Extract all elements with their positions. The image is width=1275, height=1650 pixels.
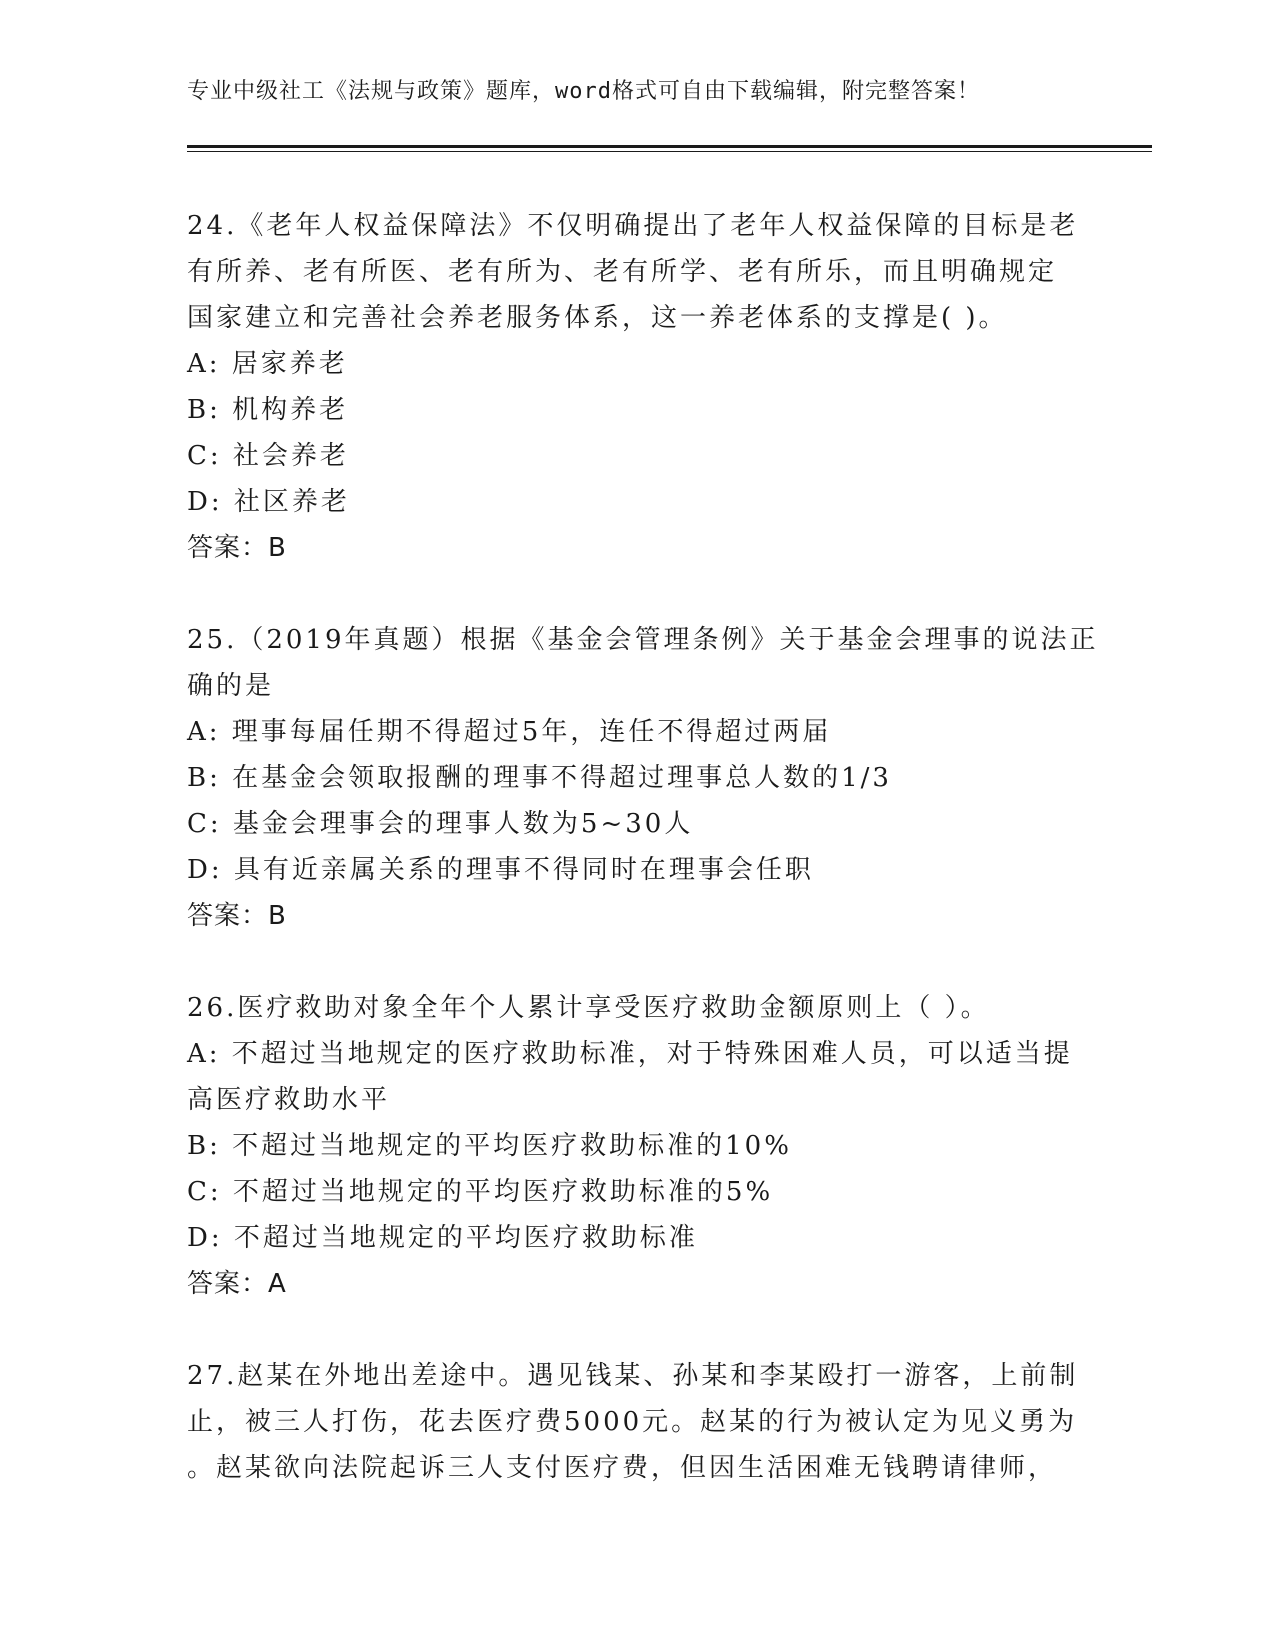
- answer-label: 答案：B: [187, 533, 287, 563]
- question-stem-line: 25.（2019年真题）根据《基金会管理条例》关于基金会理事的说法正: [187, 625, 1099, 655]
- question-25: [187, 617, 1099, 939]
- option-b: B: 在基金会领取报酬的理事不得超过理事总人数的1/3: [187, 763, 892, 793]
- option-d: D: 具有近亲属关系的理事不得同时在理事会任职: [187, 855, 814, 885]
- answer-label: 答案：A: [187, 1269, 287, 1299]
- option-b: B: 不超过当地规定的平均医疗救助标准的10%: [187, 1131, 792, 1161]
- option-c: C: 不超过当地规定的平均医疗救助标准的5%: [187, 1177, 774, 1207]
- question-list: [187, 203, 1099, 1537]
- question-26: [187, 985, 1077, 1307]
- page-header: 专业中级社工《法规与政策》题库，word格式可自由下载编辑，附完整答案！: [187, 79, 980, 104]
- question-stem-line: 国家建立和完善社会养老服务体系，这一养老体系的支撑是( )。: [187, 303, 1008, 333]
- option-d: D: 不超过当地规定的平均医疗救助标准: [187, 1223, 698, 1253]
- question-stem-line: 。赵某欲向法院起诉三人支付医疗费，但因生活困难无钱聘请律师，: [187, 1453, 1058, 1483]
- question-stem-line: 26.医疗救助对象全年个人累计享受医疗救助金额原则上（ ）。: [187, 993, 990, 1023]
- question-stem-line: 止，被三人打伤，花去医疗费5000元。赵某的行为被认定为见义勇为: [187, 1407, 1078, 1437]
- option-c: C: 社会养老: [187, 441, 349, 471]
- question-stem-line: 24.《老年人权益保障法》不仅明确提出了老年人权益保障的目标是老: [187, 211, 1079, 241]
- header-rule-thick: [187, 145, 1152, 148]
- question-stem-line: 有所养、老有所医、老有所为、老有所学、老有所乐，而且明确规定: [187, 257, 1058, 287]
- answer-label: 答案：B: [187, 901, 287, 931]
- option-b: B: 机构养老: [187, 395, 349, 425]
- option-d: D: 社区养老: [187, 487, 350, 517]
- header-rule-thin: [187, 151, 1152, 152]
- question-stem-line: 27.赵某在外地出差途中。遇见钱某、孙某和李某殴打一游客，上前制: [187, 1361, 1079, 1391]
- option-a: A: 居家养老: [187, 349, 348, 379]
- option-a: A: 不超过当地规定的医疗救助标准，对于特殊困难人员，可以适当提: [187, 1039, 1073, 1069]
- option-a: A: 理事每届任期不得超过5年，连任不得超过两届: [187, 717, 832, 747]
- option-c: C: 基金会理事会的理事人数为5~30人: [187, 809, 694, 839]
- question-stem-line: 确的是: [187, 671, 275, 701]
- question-24: [187, 203, 1077, 571]
- option-a-continued: 高医疗救助水平: [187, 1085, 391, 1115]
- question-27: [187, 1353, 1077, 1491]
